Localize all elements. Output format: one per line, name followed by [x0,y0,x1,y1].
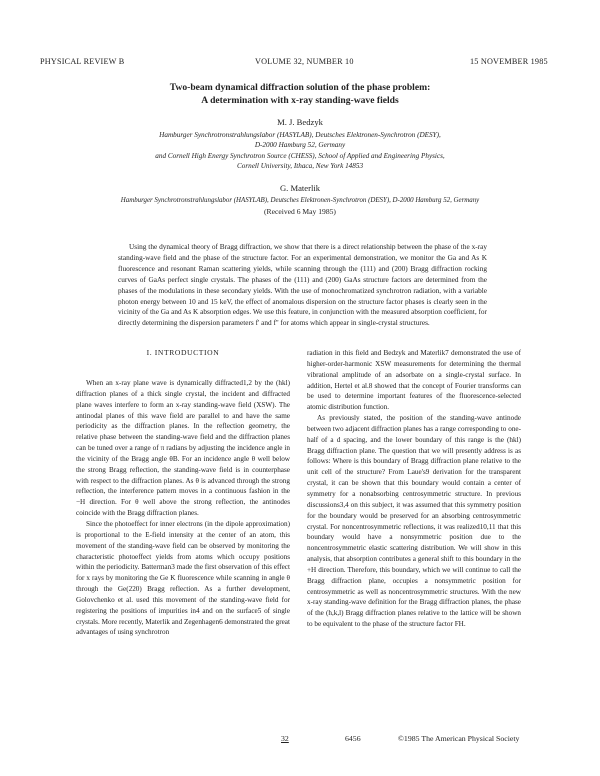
title-line-2: A determination with x-ray standing-wave fields [201,95,399,106]
affiliation-1-line-4: Cornell University, Ithaca, New York 14853 [236,162,364,170]
volume-number: VOLUME 32, NUMBER 10 [255,57,354,66]
author-bedzyk: M. J. Bedzyk [277,117,323,127]
left-paragraph-1: When an x-ray plane wave is dynamically diffracted1,2 by the (hkl) diffraction planes of a thick single crystal, the incident and diffracted plane waves interfere to form an x-ray standing-wave field (XSW). The antinodal planes of this wave field are parallel to and have the same periodicity as the diffraction planes. In the reflection geometry, the relative phase between the standing-wave field and the diffraction planes can be tuned over a range of π radians by adjusting the incidence angle in the vicinity of the Bragg angle θB. For an incidence angle θ well below the strong Bragg reflection, the standing-wave field is in counterphase with respect to the diffraction planes. As θ is advanced through the strong reflection, the interference pattern moves in a continuous fashion in the −H direction. For θ well above the strong reflection, the antinodes coincide with the Bragg diffraction planes. [76,379,290,518]
section-heading: I. INTRODUCTION [146,348,220,357]
left-column [76,378,290,638]
right-column [307,348,521,630]
title-line-1: Two-beam dynamical diffraction solution of the phase problem: [169,82,431,93]
footer-page-number: 6456 [345,734,361,743]
received-date: (Received 6 May 1985) [264,207,336,216]
affiliation-2: Hamburger Synchrotronstrahlungslabor (HASYLAB), Deutsches Elektronen-Synchrotron (DESY), D-2000 Hamburg 52, Germany [120,197,480,204]
right-paragraph-2: As previously stated, the position of the standing-wave antinode between two adjacent diffraction planes has a range corresponding to one-half of a d spacing, and the lower boundary of this range is the (hkl) Bragg diffraction plane. The question that we will presently address is as follows: Where is this boundary of Bragg diffraction plane relative to the unit cell of the structure? From Laue's9 derivation for the transparent crystal, it can be shown that this boundary would contain a center of symmetry for a nonabsorbing centrosymmetric structure. In previous discussions3,4 on this subject, it was assumed that this symmetry position for the boundary would be preserved for an absorbing centrosymmetric crystal. For noncentrosymmetric reflections, it was realized10,11 that this boundary would have a nonsymmetric position due to the noncentrosymmetric elastic scattering distribution. We will show in this analysis, that absorption contributes a general shift to this boundary in the +H direction. Therefore, this boundary, which we will continue to call the Bragg diffraction plane, occupies a nonsymmetric position for centrosymmetric as well as noncentrosymmetric structures. With the new x-ray standing-wave definition for the Bragg diffraction planes, the phase of the (h,k,l) Bragg diffraction planes relative to the lattice will be shown to be equivalent to the phase of the structure factor FH. [307,414,521,629]
footer-volume: 32 [281,734,289,743]
author-materlik: G. Materlik [279,183,321,193]
abstract [118,242,487,329]
issue-date: 15 NOVEMBER 1985 [470,57,548,66]
abstract-text: Using the dynamical theory of Bragg diffraction, we show that there is a direct relationship between the phase of the x-ray standing-wave field and the phase of the structure factor. For an experimental demonstration, we monitor the Ga and As K fluorescence and resonant Raman scattering yields, while scanning through the (111) and (200) Bragg diffraction rocking curves of GaAs perfect single crystals. The phases of the (111) and (200) GaAs structure factors are determined from the phases of the modulations in these secondary yields. With the use of monochromatized synchrotron radiation, with a variable photon energy between 10 and 15 keV, the effect of anomalous dispersion on the structure factor phases is clearly seen in the vicinity of the Ga and As K absorption edges. We use this feature, in conjunction with the measured absorption coefficient, for directly determining the dispersion parameters f' and f'' for atoms which appear in single-crystal structures. [118,242,487,328]
left-paragraph-2: Since the photoeffect for inner electrons (in the dipole approximation) is proportional to the E-field intensity at the center of an atom, this movement of the standing-wave field can be observed by monitoring the characteristic photoeffect yields from atoms which occupy positions within the periodicity. Batterman3 made the first observation of this effect for x rays by monitoring the Ge K fluorescence while scanning in angle θ through the Ge(220) Bragg reflection. As a further development, Golovchenko et al. used this movement of the standing-wave field for registering the positions of impurities in4 and on the surface5 of single crystals. More recently, Materlik and Zegenhagen6 demonstrated the great advantages of using synchrotron [76,519,290,637]
affiliation-1-line-1: Hamburger Synchrotronstrahlungslabor (HASYLAB), Deutsches Elektronen-Synchrotron (DESY), [159,131,441,139]
right-paragraph-1: radiation in this field and Bedzyk and Materlik7 demonstrated the use of higher-order-harmonic XSW measurements for determining the thermal vibrational amplitude of an adsorbate on a single-crystal surface. In addition, Hertel et al.8 showed that the concept of Fourier transforms can be used to determine important features of the fluorescence-selected atomic distribution function. [307,349,521,412]
journal-name: PHYSICAL REVIEW B [40,57,125,66]
affiliation-1-line-3: and Cornell High Energy Synchrotron Source (CHESS), School of Applied and Engineering Physics, [155,152,445,160]
affiliation-1-line-2: D-2000 Hamburg 52, Germany [254,141,346,149]
footer-copyright: ©1985 The American Physical Society [398,734,520,743]
